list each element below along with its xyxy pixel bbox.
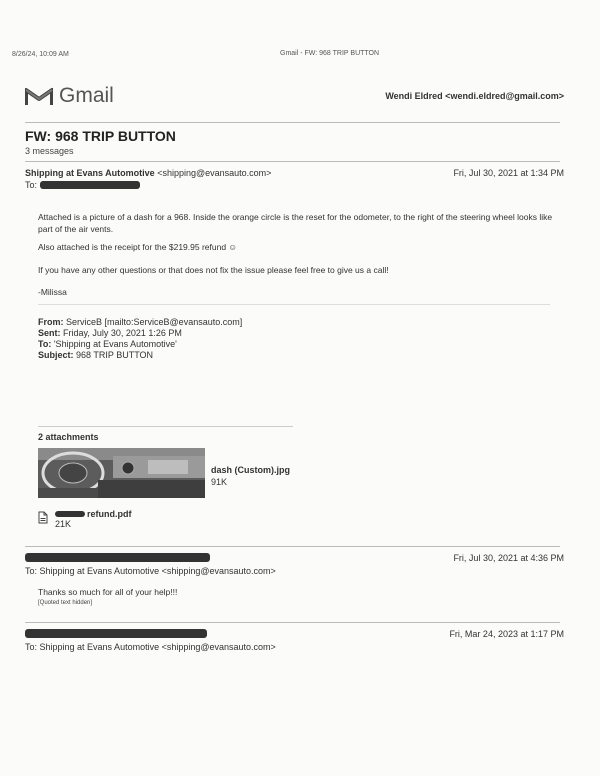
fwd-subject-label: Subject: [38,350,74,360]
fwd-sent-label: Sent: [38,328,61,338]
fwd-from-value: ServiceB [mailto:ServiceB@evansauto.com] [66,317,243,327]
fwd-to-label: To: [38,339,52,349]
message-1-signature: -Milissa [38,287,67,297]
forwarded-header [38,317,242,361]
fwd-from-label: From: [38,317,64,327]
message-2-to: To: Shipping at Evans Automotive <shipping@evansauto.com> [25,566,276,576]
pdf-file-icon [38,511,48,524]
divider [25,546,560,547]
fwd-sent-value: Friday, July 30, 2021 1:26 PM [63,328,182,338]
divider [38,426,293,427]
message-1-paragraph: If you have any other questions or that does not fix the issue please feel free to give us a call! [38,265,389,275]
sender-name: Shipping at Evans Automotive [25,168,155,178]
to-label: To: [25,180,38,190]
message-2-date: Fri, Jul 30, 2021 at 4:36 PM [453,553,564,563]
fwd-subject-value: 968 TRIP BUTTON [76,350,154,360]
fwd-to-value: 'Shipping at Evans Automotive' [53,339,177,349]
divider [25,622,560,623]
thread-subject: FW: 968 TRIP BUTTON [25,128,176,144]
redaction-bar [55,511,85,517]
print-date: 8/26/24, 10:09 AM [12,51,69,58]
message-1-to [25,180,37,190]
gmail-logo-text: Gmail [59,84,114,107]
redaction-bar [25,553,210,562]
print-title: Gmail - FW: 968 TRIP BUTTON [280,50,380,57]
message-1-paragraph: Also attached is the receipt for the $219.95 refund ☺ [38,242,238,252]
divider [38,304,550,305]
message-1-paragraph: Attached is a picture of a dash for a 968. Inside the orange circle is the reset for the odometer, to the right of the steering wheel looks like part of the air vents. [38,212,553,234]
redaction-bar [25,629,207,638]
message-1-sender [25,168,271,178]
attachment-size: 21K [55,519,72,529]
attachments-title: 2 attachments [38,432,99,442]
dashboard-image [38,448,205,498]
message-2-body: Thanks so much for all of your help!!! [38,587,178,597]
divider [25,161,560,162]
account-info: Wendi Eldred <wendi.eldred@gmail.com> [385,91,564,101]
attachment-name[interactable]: refund.pdf [87,509,132,519]
redaction-bar [40,181,140,189]
message-count: 3 messages [25,146,74,156]
message-3-to: To: Shipping at Evans Automotive <shipping@evansauto.com> [25,642,276,652]
sender-email: <shipping@evansauto.com> [157,168,272,178]
divider [25,122,560,123]
gmail-m-icon [25,86,53,106]
attachment-name[interactable]: dash (Custom).jpg [211,465,290,475]
attachment-size: 91K [211,477,228,487]
message-1-date: Fri, Jul 30, 2021 at 1:34 PM [453,168,564,178]
quoted-text-toggle[interactable]: [Quoted text hidden] [38,600,93,606]
gmail-logo [25,84,114,108]
message-3-date: Fri, Mar 24, 2023 at 1:17 PM [449,629,564,639]
attachment-thumbnail[interactable] [38,448,205,498]
